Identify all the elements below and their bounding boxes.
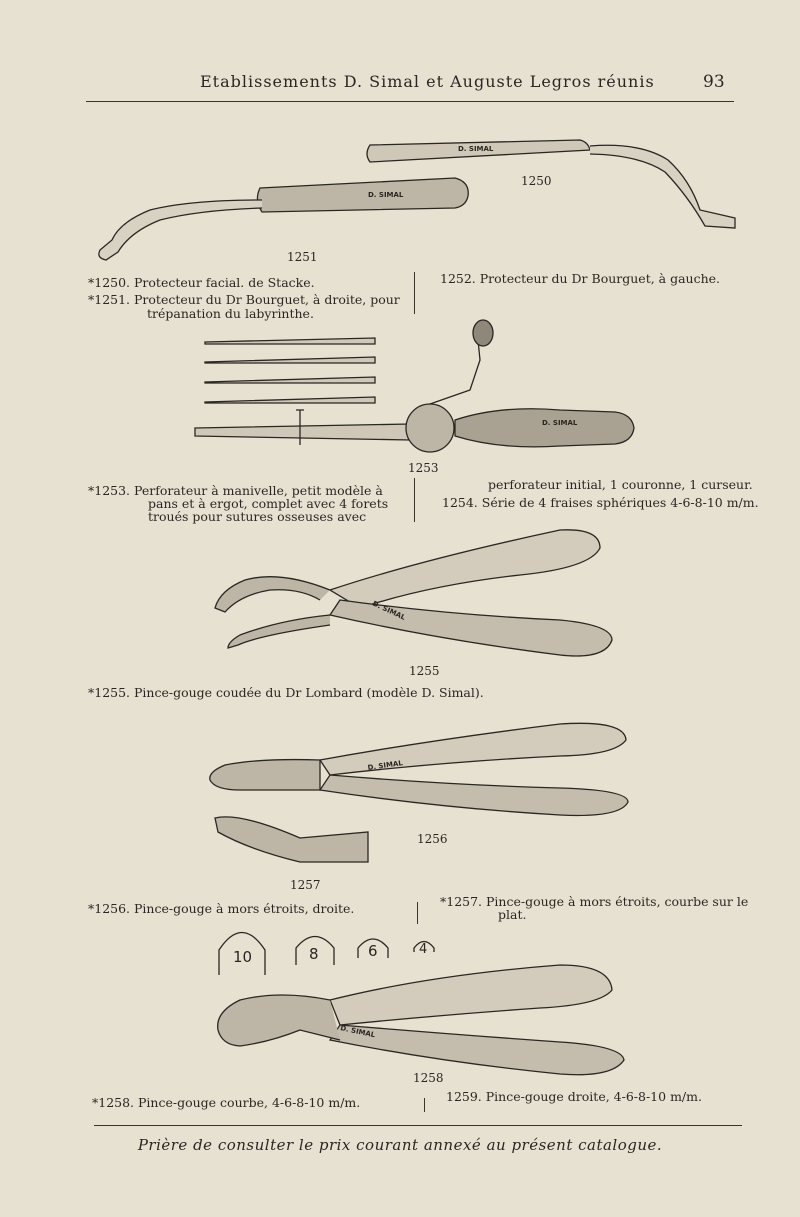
caption-1253: *1253. Perforateur à manivelle, petit modèle à — [88, 483, 383, 498]
figure-label-1256: 1256 — [417, 832, 448, 846]
size-label: 4 — [419, 942, 428, 957]
running-header: Etablissements D. Simal et Auguste Legros réunis — [200, 72, 655, 91]
forceps-1258-drawing — [218, 965, 624, 1075]
size-label: 8 — [309, 945, 319, 963]
caption-1256: *1256. Pince-gouge à mors étroits, droite. — [88, 901, 355, 916]
figure-label-1258: 1258 — [413, 1071, 444, 1085]
perforator-drawing — [195, 320, 634, 452]
figure-label-1255: 1255 — [409, 664, 440, 678]
page-number: 93 — [703, 72, 725, 92]
caption-1254: 1254. Série de 4 fraises sphériques 4-6-8-10 m/m. — [442, 495, 759, 510]
caption-1258: *1258. Pince-gouge courbe, 4-6-8-10 m/m. — [92, 1095, 361, 1110]
caption-1250: *1250. Protecteur facial. de Stacke. — [88, 275, 315, 290]
footer-note: Prière de consulter le prix courant annexé au présent catalogue. — [137, 1136, 663, 1154]
column-rule — [424, 1098, 425, 1112]
engraving-1250: D. SIMAL — [458, 145, 494, 153]
forceps-1255-drawing — [215, 530, 612, 656]
size-label: 6 — [368, 942, 378, 960]
engraving-1256: D. SIMAL — [367, 759, 404, 772]
caption-1251: *1251. Protecteur du Dr Bourguet, à droite, pour — [88, 292, 400, 307]
column-rule — [417, 902, 418, 924]
jaw-1257-drawing — [215, 817, 368, 862]
caption-1257-cont: plat. — [498, 907, 527, 922]
caption-1253-cont: pans et à ergot, complet avec 4 forets — [148, 496, 389, 511]
column-rule — [414, 272, 415, 314]
drill-bits-drawing — [205, 338, 375, 403]
figure-label-1253: 1253 — [408, 461, 439, 475]
protector-1251-drawing — [99, 178, 468, 260]
engraving-1251: D. SIMAL — [368, 191, 404, 199]
figure-label-1251: 1251 — [287, 250, 318, 264]
size-label: 10 — [233, 948, 253, 966]
caption-1253-cont: troués pour sutures osseuses avec — [148, 509, 367, 524]
caption-1253-end: perforateur initial, 1 couronne, 1 curseur. — [488, 477, 753, 492]
figure-label-1257: 1257 — [290, 878, 321, 892]
engraving-1255: D. SIMAL — [371, 599, 407, 622]
caption-1255: *1255. Pince-gouge coudée du Dr Lombard (modèle D. Simal). — [88, 685, 484, 700]
caption-1251-cont: trépanation du labyrinthe. — [147, 306, 314, 321]
engraving-1258: D. SIMAL — [339, 1024, 376, 1040]
caption-1252: 1252. Protecteur du Dr Bourguet, à gauche. — [440, 271, 721, 286]
figure-label-1250: 1250 — [521, 174, 552, 188]
caption-1259: 1259. Pince-gouge droite, 4-6-8-10 m/m. — [446, 1089, 702, 1104]
footer-rule — [94, 1125, 742, 1126]
column-rule — [414, 478, 415, 522]
forceps-1256-drawing — [210, 723, 628, 815]
engraving-1253: D. SIMAL — [542, 419, 578, 427]
caption-1257: *1257. Pince-gouge à mors étroits, courbe sur le — [440, 894, 749, 909]
